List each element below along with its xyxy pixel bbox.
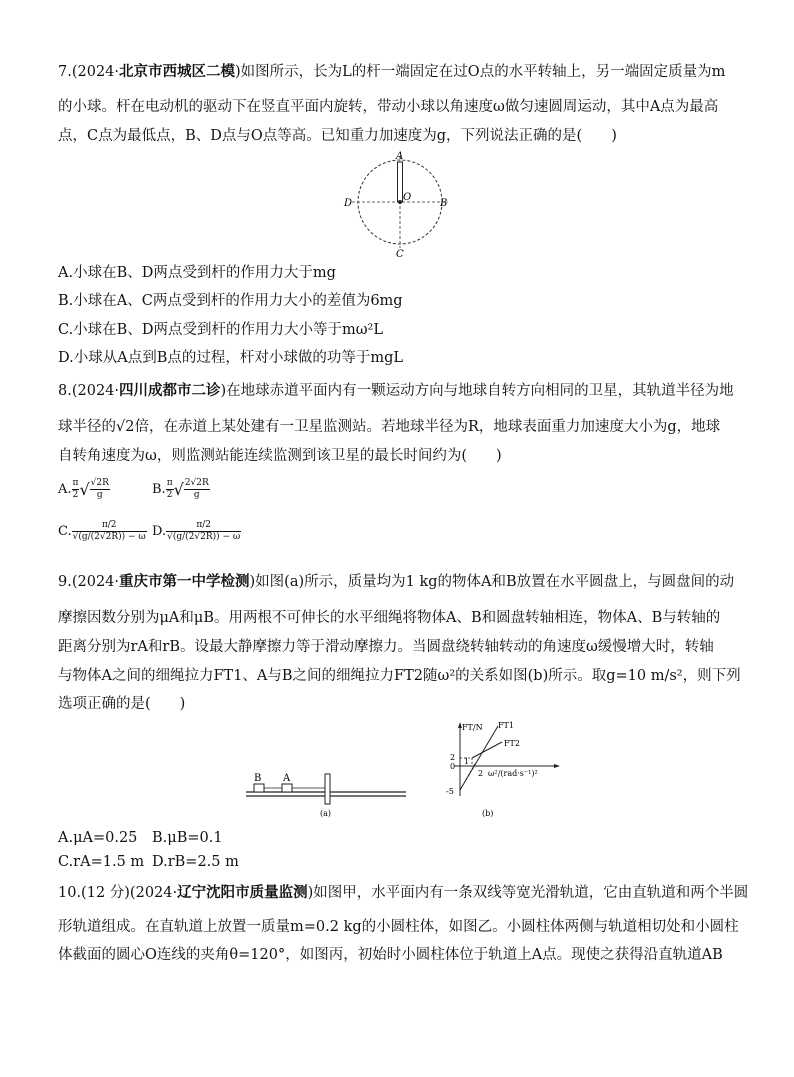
q7-label-B: B — [440, 198, 448, 209]
q8-option-a: A. $\frac{\pi}{2}$ √ $\frac{√2R}{g}$ — [58, 478, 109, 500]
q8-option-c: C. $\frac{\pi/2}{√(g/(2√2R)) - \omega}$ — [58, 520, 146, 542]
q9-x-arrow — [554, 764, 560, 768]
q9-y-label: FT/N — [462, 723, 483, 732]
q9-axle — [325, 774, 330, 804]
q7-source: 北京市西城区二模 — [119, 64, 236, 80]
q8-line-3: 自转角速度为ω，则监测站能连续监测到该卫星的最长时间约为( ) — [58, 448, 502, 464]
q9-figure-b — [436, 718, 566, 822]
q7-text: )如图所示，长为L的杆一端固定在过O点的水平转轴上，另一端固定质量为m — [235, 64, 726, 80]
q9-label-ft2: FT2 — [504, 739, 520, 748]
q9-tick-2: 2 — [450, 753, 456, 762]
q9-option-b: B.μB=0.1 — [152, 830, 223, 846]
q9-option-a: A.μA=0.25 — [58, 830, 138, 846]
q9-number: 9.(2024· — [58, 574, 120, 590]
q7-circle-diagram — [340, 150, 460, 260]
q9-line-5: 选项正确的是( ) — [58, 696, 186, 712]
q9-label-b: B — [254, 773, 262, 784]
q7-label-O: O — [403, 192, 412, 203]
q9-caption-b: (b) — [482, 809, 494, 818]
q9-label-a: A — [283, 773, 291, 784]
q7-option-d: D.小球从A点到B点的过程，杆对小球做的功等于mgL — [58, 350, 404, 366]
q7-option-c: C.小球在B、D两点受到杆的作用力大小等于mω²L — [58, 322, 383, 338]
q10-number: 10.(12 分)(2024· — [58, 885, 178, 901]
q8-option-d: D. $\frac{\pi/2}{√(g/(2√2R)) - \omega}$ — [152, 520, 241, 542]
q8-line-2: 球半径的√2倍，在赤道上某处建有一卫星监测站。若地球半径为R，地球表面重力加速度大小为g，地球 — [58, 419, 721, 435]
q9-tick-m5: -5 — [446, 787, 454, 796]
q9-label-ft1: FT1 — [498, 721, 514, 730]
q9-line-3: 距离分别为rA和rB。设最大静摩擦力等于滑动摩擦力。当圆盘绕转轴转动的角速度ω缓慢增大时，转轴 — [58, 639, 714, 655]
q9-tick-1: 1 — [464, 757, 470, 766]
q9-block-a — [282, 784, 292, 792]
q7-label-C: C — [396, 249, 404, 260]
q10-line-3: 体截面的圆心O连线的夹角θ=120°，如图丙，初始时小圆柱体位于轨道上A点。现使之获得沿直轨道AB — [58, 947, 723, 963]
q8-source: 四川成都市二诊 — [119, 383, 221, 399]
q7-label-D: D — [344, 198, 353, 209]
q7-line-1 — [58, 62, 725, 82]
q9-caption-a: (a) — [320, 809, 332, 818]
q8-number: 8.(2024· — [58, 383, 120, 399]
q9-line-4: 与物体A之间的细绳拉力FT1、A与B之间的细绳拉力FT2随ω²的关系如图(b)所示。取g=10 m/s²，则下列 — [58, 668, 741, 684]
q9-tick-0: 0 — [450, 762, 456, 771]
q9-text: )如图(a)所示，质量均为1 kg的物体A和B放置在水平圆盘上，与圆盘间的动 — [249, 574, 735, 590]
q10-line-1 — [58, 883, 748, 903]
q8-option-b: B. $\frac{\pi}{2}$ √ $\frac{2√2R}{g}$ — [152, 478, 209, 500]
q7-line-3: 点，C点为最低点，B、D点与O点等高。已知重力加速度为g，下列说法正确的是( ) — [58, 128, 617, 144]
q7-rod — [398, 162, 403, 202]
q7-option-b: B.小球在A、C两点受到杆的作用力大小的差值为6mg — [58, 293, 403, 309]
q7-line-2: 的小球。杆在电动机的驱动下在竖直平面内旋转，带动小球以角速度ω做匀速圆周运动，其中A点为最高 — [58, 99, 719, 115]
q7-number: 7.(2024· — [58, 64, 120, 80]
q7-pivot — [398, 200, 402, 204]
q9-line-1 — [58, 572, 734, 592]
q10-source: 辽宁沈阳市质量监测 — [177, 885, 308, 901]
q7-label-A: A — [396, 151, 404, 162]
q9-block-b — [254, 784, 264, 792]
q9-option-c: C.rA=1.5 m — [58, 854, 145, 870]
q8-text: )在地球赤道平面内有一颗运动方向与地球自转方向相同的卫星，其轨道半径为地 — [220, 383, 734, 399]
q9-option-d: D.rB=2.5 m — [152, 854, 239, 870]
q7-option-a: A.小球在B、D两点受到杆的作用力大于mg — [58, 265, 336, 281]
q9-x-label: ω²/(rad·s⁻¹)² — [488, 769, 538, 778]
q9-line-2: 摩擦因数分别为μA和μB。用两根不可伸长的水平细绳将物体A、B和圆盘转轴相连，物体A、B与转轴的 — [58, 610, 721, 626]
q9-source: 重庆市第一中学检测 — [119, 574, 250, 590]
q10-line-2: 形轨道组成。在直轨道上放置一质量m=0.2 kg的小圆柱体，如图乙。小圆柱体两侧与轨道相切处和小圆柱 — [58, 919, 739, 935]
q9-xtick-2: 2 — [478, 769, 484, 778]
q8-line-1 — [58, 381, 734, 401]
q9-figure-a — [240, 760, 415, 822]
q10-text: )如图甲，水平面内有一条双线等宽光滑轨道，它由直轨道和两个半圆 — [307, 885, 749, 901]
